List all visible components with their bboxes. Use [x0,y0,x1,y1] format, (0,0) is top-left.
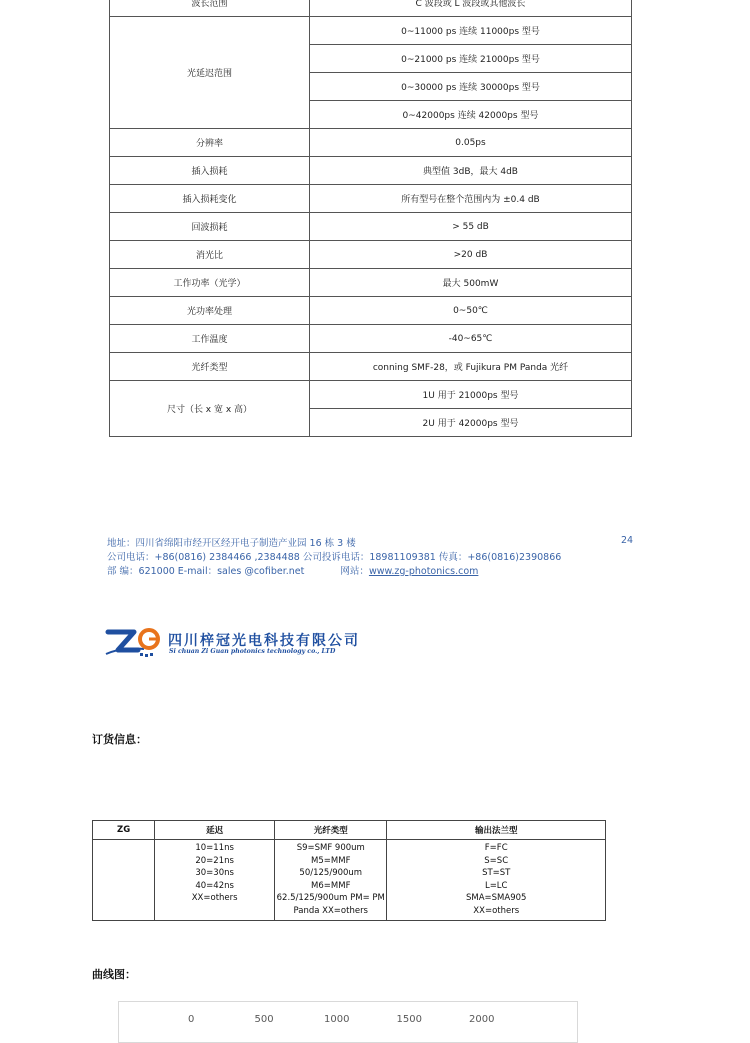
spec-value: 0~42000ps 连续 42000ps 型号 [310,101,632,129]
footer-address: 地址：四川省绵阳市经开区经开电子制造产业园 16 栋 3 楼 [107,538,356,549]
order-option: ST=ST [482,868,511,878]
website-link[interactable]: www.zg-photonics.com [368,566,479,577]
footer-website-label: 网站： [340,566,369,577]
spec-value: 所有型号在整个范围内为 ±0.4 dB [310,185,632,213]
spec-row [110,241,632,269]
spec-param: 工作温度 [110,325,310,353]
spec-value: 1U 用于 21000ps 型号 [310,381,632,409]
x-tick-label: 1000 [324,1014,350,1025]
order-option: XX=others [191,893,238,903]
order-header-cell: ZG [93,821,155,840]
order-option: L=LC [484,880,508,891]
order-option: M6=MMF [311,880,351,891]
spec-value: 0~50℃ [310,297,632,325]
spec-param: 光功率处理 [110,297,310,325]
spec-value: 典型值 3dB，最大 4dB [310,157,632,185]
spec-value: 2U 用于 42000ps 型号 [310,409,632,437]
x-tick-label: 1500 [396,1014,422,1025]
spec-param: 光延迟范围 [110,17,310,129]
footer-postcode-email [107,563,478,577]
order-cell [155,840,275,921]
spec-value: C 波段或 L 波段或其他波长 [310,0,632,17]
order-option: M5=MMF [311,855,351,866]
footer-phone: 公司电话：+86(0816) 2384466 ,2384488 公司投诉电话：18981109381 传真：+86(0816)2390866 [107,552,562,563]
order-cell [275,840,387,921]
order-option: F=FC [484,843,508,853]
x-tick-label: 2000 [469,1014,495,1025]
spec-param: 光纤类型 [110,353,310,381]
spec-param: 分辨率 [110,129,310,157]
order-option: SMA=SMA905 [466,893,527,903]
spec-value: 最大 500mW [310,269,632,297]
spec-row [110,325,632,353]
order-info-title: 订货信息： [92,733,147,746]
order-cell [93,840,155,921]
order-cell [387,840,606,921]
company-name-en: Si chuan Zi Guan photonics technology co., LTD [169,648,336,655]
order-option: Panda XX=others [293,905,368,916]
spec-row [110,269,632,297]
spec-value: 0~11000 ps 连续 11000ps 型号 [310,17,632,45]
order-option: 50/125/900um [299,868,363,878]
spec-param: 消光比 [110,241,310,269]
x-tick-label: 0 [188,1014,195,1025]
spec-value: conning SMF-28，或 Fujikura PM Panda 光纤 [310,353,632,381]
spec-value: -40~65℃ [310,325,632,353]
curve-chart [118,1001,578,1043]
order-option: 62.5/125/900um PM= PM [276,893,385,903]
spec-value: 0~30000 ps 连续 30000ps 型号 [310,73,632,101]
spec-value: > 55 dB [310,213,632,241]
spec-value: >20 dB [310,241,632,269]
spec-value: 0.05ps [310,129,632,157]
spec-row [110,129,632,157]
spec-row [110,353,632,381]
order-option: XX=others [473,905,520,916]
spec-row [110,0,632,17]
spec-table [109,0,632,437]
order-header-cell: 光纤类型 [275,821,387,840]
company-logo [104,623,164,663]
spec-param: 工作功率（光学） [110,269,310,297]
order-table [92,820,606,921]
spec-param: 波长范围 [110,0,310,17]
x-tick-label: 500 [254,1014,274,1025]
company-name-cn: 四川梓冠光电科技有限公司 [168,633,360,649]
footer-postcode: 部 编：621000 E-mail：sales @cofiber.net [107,566,305,577]
order-option: S=SC [484,855,509,866]
spec-value: 0~21000 ps 连续 21000ps 型号 [310,45,632,73]
spec-param: 插入损耗变化 [110,185,310,213]
page-number: 24 [621,535,634,546]
zg-logo-icon [104,623,164,663]
order-option: 10=11ns [195,843,234,853]
spec-param: 回波损耗 [110,213,310,241]
spec-row [110,297,632,325]
spec-row [110,17,632,45]
spec-row [110,213,632,241]
order-option: 20=21ns [195,855,234,866]
order-option: 40=42ns [195,880,234,891]
order-header-cell: 输出法兰型 [387,821,606,840]
curve-title: 曲线图： [92,968,136,981]
spec-row [110,157,632,185]
spec-row [110,185,632,213]
order-option: S9=SMF 900um [296,843,365,853]
spec-param: 尺寸（长 x 宽 x 高） [110,381,310,437]
spec-row [110,381,632,409]
order-header-cell: 延迟 [155,821,275,840]
spec-param: 插入损耗 [110,157,310,185]
order-option: 30=30ns [195,868,234,878]
